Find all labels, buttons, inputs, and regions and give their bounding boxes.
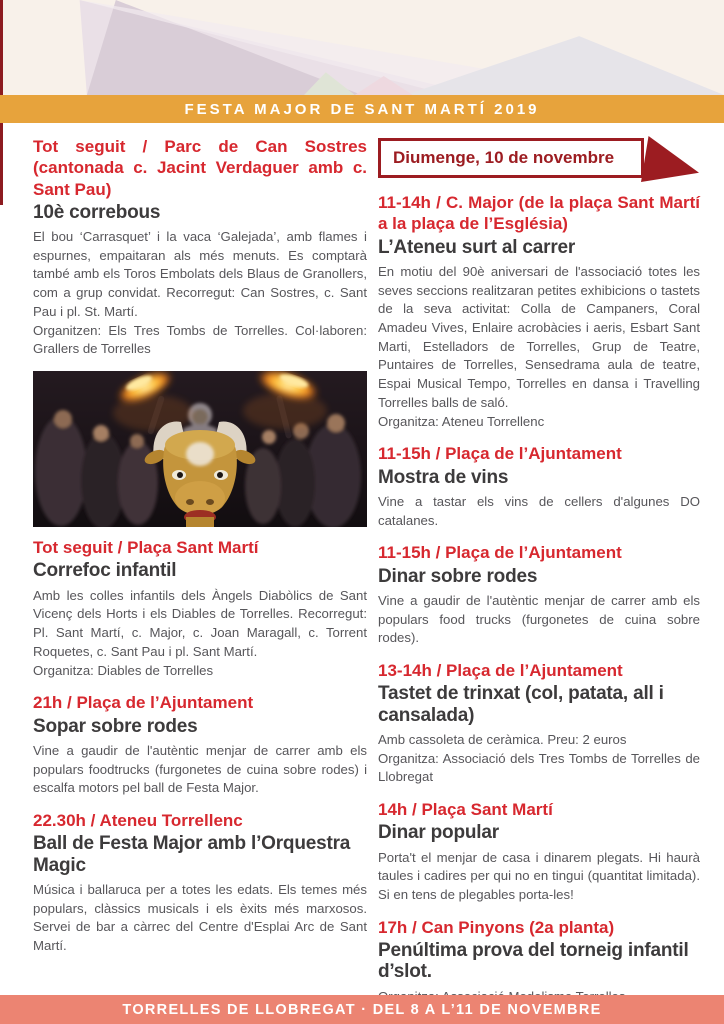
event-time-place: 11-15h / Plaça de l’Ajuntament xyxy=(378,543,622,563)
day-banner xyxy=(378,136,700,182)
event-title: L’Ateneu surt al carrer xyxy=(378,236,576,258)
event-title: Mostra de vins xyxy=(378,466,509,488)
event-time-place: 22.30h / Ateneu Torrellenc xyxy=(33,811,243,831)
event-block-slot xyxy=(378,917,700,1007)
event-description: Vine a tastar els vins de cellers d'algunes DO catalanes. xyxy=(378,493,700,528)
event-time-place: 17h / Can Pinyons (2a planta) xyxy=(378,917,615,937)
event-title: Dinar popular xyxy=(378,822,499,844)
bottom-banner xyxy=(0,995,724,1024)
event-title: Dinar sobre rodes xyxy=(378,565,538,587)
event-block-dinar-popular xyxy=(378,799,700,905)
event-time-place: 21h / Plaça de l’Ajuntament xyxy=(33,693,254,713)
event-title: Tastet de trinxat (col, patata, all i cansalada) xyxy=(378,683,664,726)
event-description: Porta't el menjar de casa i dinarem plegats. Hi haurà taules i cadires per qui no en tingui (quantitat limitada). Si en tens de plegables porta-les! xyxy=(378,849,700,903)
event-block-dinar-rodes xyxy=(378,542,700,648)
event-title: Ball de Festa Major amb l’Orquestra Magic xyxy=(33,833,351,876)
event-organizer: Organitza: Associació dels Tres Tombs de Torrelles de Llobregat xyxy=(378,750,700,785)
bottom-banner-text: TORRELLES DE LLOBREGAT · DEL 8 A L’11 DE NOVEMBRE xyxy=(122,1001,602,1018)
event-time-place: 13-14h / Plaça de l’Ajuntament xyxy=(378,661,623,681)
top-banner xyxy=(0,95,724,123)
flag-triangle-icon xyxy=(641,136,699,182)
event-description: Amb les colles infantils dels Àngels Diabòlics de Sant Vicenç dels Horts i els Diables de Torrelles. Recorregut: Pl. Sant Martí, c. Major, c. Joan Maragall, c. Torrent Roquetes, c. Sant Pau i pl. Sant Martí. xyxy=(33,587,367,659)
event-description: Vine a gaudir de l'autèntic menjar de carrer amb els populars food trucks (furgonetes de cuina sobre rodes). xyxy=(378,592,700,646)
event-block-sopar xyxy=(33,692,367,798)
event-organizer: Organitza: Ateneu Torrellenc xyxy=(378,413,545,429)
event-block-correfoc xyxy=(33,537,367,680)
event-block-trinxat xyxy=(378,660,700,787)
event-organizer: Organitzen: Els Tres Tombs de Torrelles. Col·laboren: Grallers de Torrelles xyxy=(33,322,367,357)
event-time-place: 14h / Plaça Sant Martí xyxy=(378,800,553,820)
event-description: Amb cassoleta de ceràmica. Preu: 2 euros xyxy=(378,731,627,747)
event-time-place: Tot seguit / Plaça Sant Martí xyxy=(33,538,259,558)
event-description: Música i ballaruca per a totes les edats. Els temes més populars, clàssics musicals i els èxits més marxosos. Servei de bar a càrrec del Centre d'Esplai Arc de Sant Martí. xyxy=(33,881,367,954)
event-photo xyxy=(33,371,367,527)
event-block-correbous xyxy=(33,136,367,359)
event-description: El bou ‘Carrasquet’ i la vaca ‘Galejada’, amb flames i espurnes, empaitaran als més menuts. Es comptarà també amb els Toros Embolats dels Blaus de Granollers, com a grup convidat. Recorregut: Can Sostres, c. Sant Pau i pl. St. Martí. xyxy=(33,229,367,319)
event-description: En motiu del 90è aniversari de l'associació totes les seves seccions realitzaran petites exhibicions o tastets de la seva activitat: Colla de Campaners, Coral Amadeu Vives, Enlaire acrobàcies i aeris, Esbart Sant Marti, Estelladors de Torrelles, Grup de Teatre, Puntaires de Torrelles, Sensedrama aula de teatre, Espai Musical Tempo, Torrelles en dansa i Travelling Torrelles balls de saló. xyxy=(378,263,700,410)
header-decoration xyxy=(0,0,724,95)
event-time-place: 11-15h / Plaça de l’Ajuntament xyxy=(378,444,622,464)
top-banner-text: FESTA MAJOR DE SANT MARTÍ 2019 xyxy=(184,100,540,118)
event-organizer: Organitza: Diables de Torrelles xyxy=(33,662,214,678)
event-block-ateneu xyxy=(378,192,700,431)
event-title: Penúltima prova del torneig infantil d’slot. xyxy=(378,940,689,983)
day-banner-box: Diumenge, 10 de novembre xyxy=(378,138,644,178)
left-column xyxy=(33,136,367,968)
event-block-ball xyxy=(33,810,367,956)
event-time-place: Tot seguit / Parc de Can Sostres (cantonada c. Jacint Verdaguer amb c. Sant Pau) xyxy=(33,137,367,199)
event-title: Sopar sobre rodes xyxy=(33,715,198,737)
event-title: Correfoc infantil xyxy=(33,560,177,582)
event-time-place: 11-14h / C. Major (de la plaça Sant Martí a la plaça de l’Església) xyxy=(378,193,700,234)
event-title: 10è correbous xyxy=(33,201,161,223)
event-description: Vine a gaudir de l'autèntic menjar de carrer amb els populars foodtrucks (furgonetes de cuina sobre rodes) i escalfa motors pel ball de Festa Major. xyxy=(33,742,367,796)
event-block-vins xyxy=(378,443,700,530)
right-column xyxy=(378,136,700,1018)
